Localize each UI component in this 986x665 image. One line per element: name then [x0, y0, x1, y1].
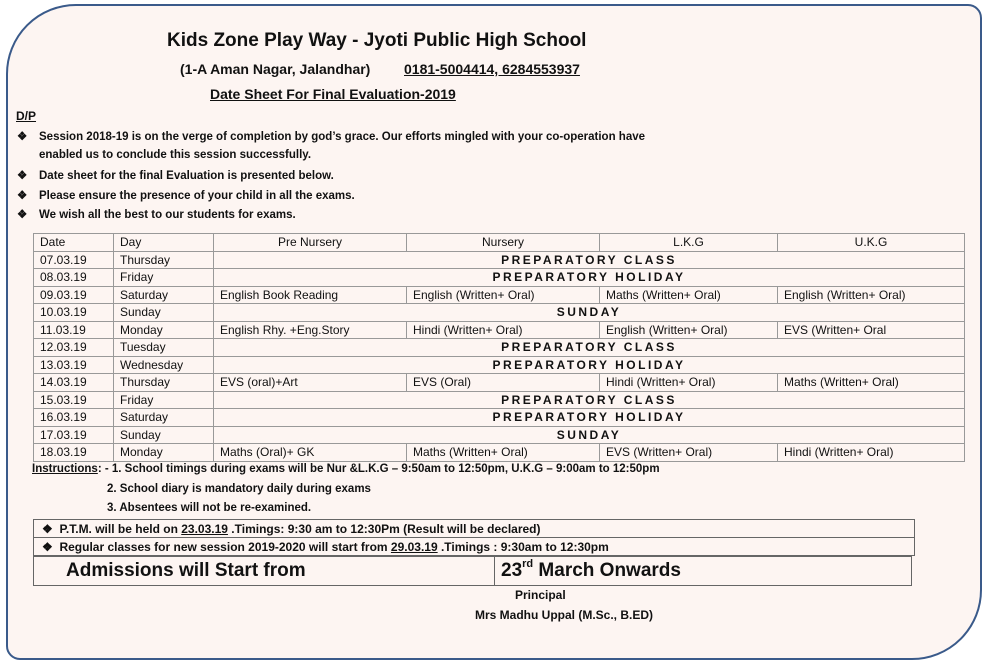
bullet-2-text: Date sheet for the final Evaluation is presented below.: [39, 170, 334, 182]
day-cell: Saturday: [114, 286, 214, 304]
span-cell: PREPARATORY HOLIDAY: [214, 409, 965, 427]
admission-left: Admissions will Start from: [34, 557, 495, 586]
pre-nursery-cell: EVS (oral)+Art: [214, 374, 407, 392]
bullet-1: [17, 129, 645, 143]
header-lkg: L.K.G: [600, 234, 778, 252]
bullet-diamond-icon: ❖: [17, 170, 28, 182]
bullet-diamond-icon: ❖: [17, 131, 28, 143]
lkg-cell: Hindi (Written+ Oral): [600, 374, 778, 392]
span-cell: PREPARATORY CLASS: [214, 339, 965, 357]
table-header-row: [34, 234, 965, 252]
instruction-1-text: : - 1. School timings during exams will be Nur &L.K.G – 9:50am to 12:50pm, U.K.G – 9:00am to 12:50pm: [97, 463, 660, 475]
span-cell: PREPARATORY CLASS: [214, 391, 965, 409]
day-cell: Monday: [114, 321, 214, 339]
admission-rest: March Onwards: [533, 560, 681, 581]
school-title: Kids Zone Play Way - Jyoti Public High School: [167, 30, 587, 51]
table-row: [34, 426, 965, 444]
principal-name: Mrs Madhu Uppal (M.Sc., B.ED): [475, 608, 654, 622]
header-ukg: U.K.G: [778, 234, 965, 252]
day-cell: Friday: [114, 391, 214, 409]
date-sheet-title: Date Sheet For Final Evaluation-2019: [210, 86, 456, 102]
date-cell: 17.03.19: [34, 426, 114, 444]
regular-classes-pre: Regular classes for new session 2019-2020 will start from: [59, 539, 391, 554]
date-sheet-table: [33, 233, 965, 462]
header-date: Date: [34, 234, 114, 252]
table-row: [34, 391, 965, 409]
day-cell: Sunday: [114, 426, 214, 444]
ukg-cell: Maths (Written+ Oral): [778, 374, 965, 392]
day-cell: Sunday: [114, 304, 214, 322]
lkg-cell: English (Written+ Oral): [600, 321, 778, 339]
date-cell: 13.03.19: [34, 356, 114, 374]
date-cell: 16.03.19: [34, 409, 114, 427]
date-cell: 18.03.19: [34, 444, 114, 462]
section-label: D/P: [16, 109, 37, 123]
admission-day: 23: [501, 560, 523, 581]
bullet-1-line-1: Session 2018-19 is on the verge of completion by god’s grace. Our efforts mingled with your co-operation have: [39, 131, 646, 143]
ukg-cell: English (Written+ Oral): [778, 286, 965, 304]
day-cell: Monday: [114, 444, 214, 462]
header-nursery: Nursery: [407, 234, 600, 252]
span-cell: PREPARATORY CLASS: [214, 251, 965, 269]
lkg-cell: EVS (Written+ Oral): [600, 444, 778, 462]
admission-right: [495, 557, 912, 586]
lkg-cell: Maths (Written+ Oral): [600, 286, 778, 304]
pre-nursery-cell: English Book Reading: [214, 286, 407, 304]
ptm-box: [33, 519, 915, 556]
bullet-3-text: Please ensure the presence of your child in all the exams.: [39, 190, 355, 202]
regular-classes-date: 29.03.19: [390, 539, 438, 554]
regular-classes-line: [34, 538, 915, 556]
table-row: [34, 339, 965, 357]
day-cell: Wednesday: [114, 356, 214, 374]
day-cell: Saturday: [114, 409, 214, 427]
day-cell: Friday: [114, 269, 214, 287]
ptm-text-pre: P.T.M. will be held on: [59, 521, 182, 536]
pre-nursery-cell: Maths (Oral)+ GK: [214, 444, 407, 462]
date-cell: 09.03.19: [34, 286, 114, 304]
date-cell: 11.03.19: [34, 321, 114, 339]
bullet-diamond-icon: ❖: [17, 190, 28, 202]
day-cell: Thursday: [114, 374, 214, 392]
table-row: [34, 251, 965, 269]
nursery-cell: Hindi (Written+ Oral): [407, 321, 600, 339]
ukg-cell: EVS (Written+ Oral: [778, 321, 965, 339]
ukg-cell: Hindi (Written+ Oral): [778, 444, 965, 462]
table-row: [34, 356, 965, 374]
principal-title: Principal: [515, 588, 566, 602]
table-row: [34, 444, 965, 462]
span-cell: PREPARATORY HOLIDAY: [214, 269, 965, 287]
table-row: [34, 374, 965, 392]
bullet-3: [17, 188, 355, 202]
table-row: [34, 321, 965, 339]
date-cell: 08.03.19: [34, 269, 114, 287]
date-cell: 15.03.19: [34, 391, 114, 409]
header-day: Day: [114, 234, 214, 252]
bullet-2: [17, 168, 334, 182]
bullet-diamond-icon: ❖: [42, 521, 53, 536]
nursery-cell: English (Written+ Oral): [407, 286, 600, 304]
date-cell: 12.03.19: [34, 339, 114, 357]
table-row: [34, 286, 965, 304]
admission-suffix: rd: [522, 558, 534, 570]
date-cell: 07.03.19: [34, 251, 114, 269]
table-row: [34, 269, 965, 287]
bullet-diamond-icon: ❖: [17, 209, 28, 221]
table-row: [34, 304, 965, 322]
date-cell: 14.03.19: [34, 374, 114, 392]
day-cell: Thursday: [114, 251, 214, 269]
bullet-4-text: We wish all the best to our students for exams.: [39, 209, 296, 221]
nursery-cell: Maths (Written+ Oral): [407, 444, 600, 462]
instruction-2: 2. School diary is mandatory daily during exams: [107, 483, 371, 495]
bullet-4: [17, 207, 296, 221]
nursery-cell: EVS (Oral): [407, 374, 600, 392]
ptm-line: [34, 520, 915, 538]
pre-nursery-cell: English Rhy. +Eng.Story: [214, 321, 407, 339]
instruction-3: 3. Absentees will not be re-examined.: [107, 502, 312, 514]
instruction-1: [32, 463, 660, 475]
ptm-date: 23.03.19: [181, 521, 228, 536]
day-cell: Tuesday: [114, 339, 214, 357]
school-address: (1-A Aman Nagar, Jalandhar): [180, 61, 371, 77]
regular-classes-post: .Timings : 9:30am to 12:30pm: [437, 539, 609, 554]
header-pre-nursery: Pre Nursery: [214, 234, 407, 252]
instructions-label: Instructions: [32, 463, 98, 475]
table-row: [34, 409, 965, 427]
school-phone: 0181-5004414, 6284553937: [404, 61, 580, 77]
bullet-diamond-icon: ❖: [42, 539, 53, 554]
span-cell: SUNDAY: [214, 426, 965, 444]
date-cell: 10.03.19: [34, 304, 114, 322]
admission-box: [33, 556, 912, 586]
bullet-1-line-2: enabled us to conclude this session successfully.: [39, 149, 312, 161]
span-cell: SUNDAY: [214, 304, 965, 322]
span-cell: PREPARATORY HOLIDAY: [214, 356, 965, 374]
ptm-text-post: .Timings: 9:30 am to 12:30Pm (Result will be declared): [227, 521, 541, 536]
